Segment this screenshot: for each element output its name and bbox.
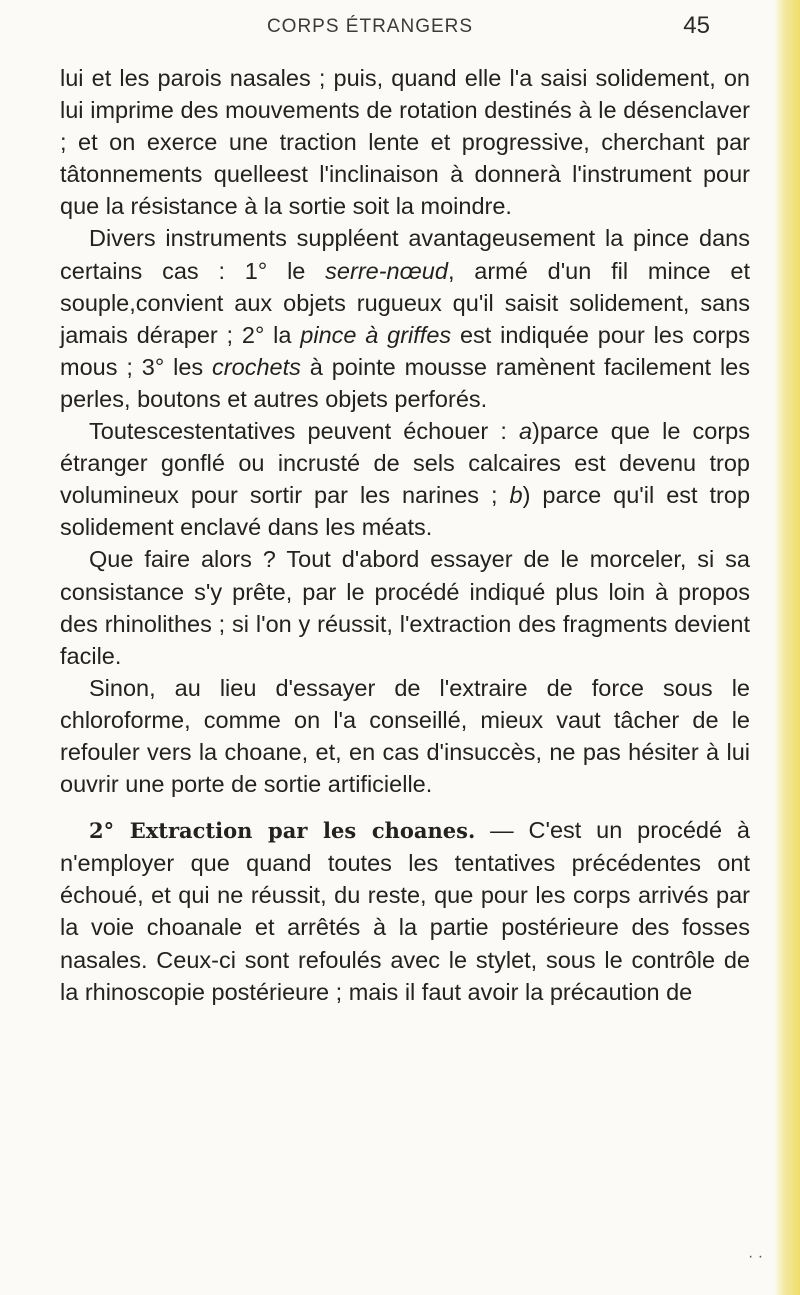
paragraph-1-text: lui et les parois nasales ; puis, quand elle l'a saisi solidement, on lui imprime des mouvements de rotation destinés à le désenclaver ; et on exerce une traction lente et progressive, cherchant par tâtonnements quelleest l'inclinaison à donnerà l'instrument pour que la résistance à la sortie soit la moindre. (60, 65, 750, 220)
footer-mark: · · (748, 1248, 764, 1265)
paragraph-2-text-b: , armé d'un fil mince et souple,convient aux objets rugueux qu'il saisit solidement, sans jamais déraper ; 2° la (60, 257, 750, 348)
paragraph-2-text-d: à pointe mousse ramènent facilement les perles, boutons et autres objets perforés. (60, 353, 750, 412)
enum-b: b (509, 482, 523, 509)
paragraph-2 (60, 222, 750, 415)
paragraph-2-text-a: Divers instruments suppléent avantageusement la pince dans certains cas : 1° le (60, 225, 750, 284)
page-number: 45 (683, 12, 710, 39)
paragraph-3-text-c: ) parce qu'il est trop solidement enclavé dans les méats. (60, 482, 751, 541)
paragraph-4 (60, 543, 750, 671)
page-header (0, 10, 800, 50)
paragraph-3-text-a: Toutescestentatives peuvent échouer : (89, 418, 519, 445)
paragraph-3-text-b: )parce que le corps étranger gonflé ou incrusté de sels calcaires est devenu trop volumineux pour sortir par les narines ; (60, 418, 750, 509)
enum-a: a (518, 418, 533, 445)
text-body (60, 62, 750, 1008)
term-serre-noeud: serre-nœud (325, 257, 448, 284)
term-pince-a-griffes: pince à griffes (300, 321, 452, 348)
term-crochets: crochets (212, 353, 301, 380)
running-title: CORPS ÉTRANGERS (266, 16, 474, 37)
paragraph-6-text: — C'est un procédé à n'employer que quand toutes les tentatives précédentes ont échoué, et qui ne réussit, du reste, que pour les corps arrivés par la voie choanale et arrêtés à la partie postérieure des fosses nasales. Ceux-ci sont refoulés avec le stylet, sous le contrôle de la rhinoscopie postérieure ; mais il faut avoir la précaution de (60, 817, 750, 1005)
paragraph-5-text: Sinon, au lieu d'essayer de l'extraire de force sous le chloroforme, comme on l'a conseillé, mieux vaut tâcher de le refouler vers la choane, et, en cas d'insuccès, ne pas hésiter à lui ouvrir une porte de sortie artificielle. (60, 674, 750, 798)
paragraph-5 (60, 672, 750, 800)
paragraph-3 (60, 415, 750, 543)
page-edge-shadow (774, 0, 800, 1295)
section-heading-extraction-choanes: 2° Extraction par les choanes. (89, 818, 476, 844)
paragraph-4-text: Que faire alors ? Tout d'abord essayer de le morceler, si sa consistance s'y prête, par le procédé indiqué plus loin à propos des rhinolithes ; si l'on y réussit, l'extraction des fragments devient facile. (60, 546, 750, 669)
paragraph-1 (60, 62, 750, 222)
paragraph-6 (60, 814, 750, 1008)
paragraph-2-text-c: est indiquée pour les corps mous ; 3° les (60, 321, 750, 380)
